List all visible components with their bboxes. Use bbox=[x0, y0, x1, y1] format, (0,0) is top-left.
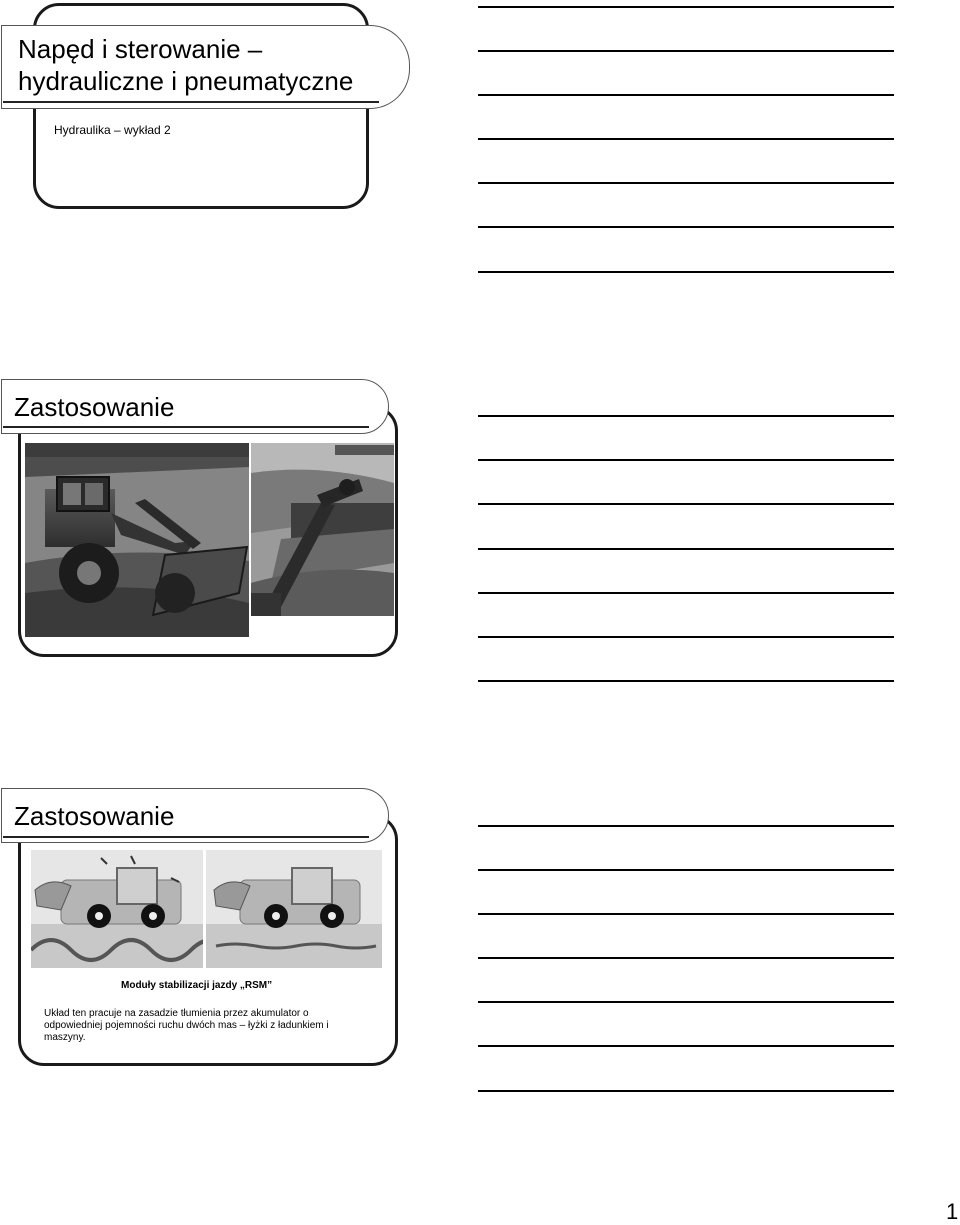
slide-1-title-rule bbox=[3, 101, 379, 103]
note-line bbox=[478, 226, 894, 228]
note-line bbox=[478, 680, 894, 682]
slide-1-subtitle: Hydraulika – wykład 2 bbox=[54, 123, 171, 137]
note-line bbox=[478, 1001, 894, 1003]
note-line bbox=[478, 271, 894, 273]
rsm-caption: Moduły stabilizacji jazdy „RSM” bbox=[121, 980, 273, 991]
note-line bbox=[478, 913, 894, 915]
slide-3-title: Zastosowanie bbox=[14, 801, 175, 831]
note-line bbox=[478, 592, 894, 594]
note-line bbox=[478, 6, 894, 8]
note-line bbox=[478, 825, 894, 827]
note-line bbox=[478, 1090, 894, 1092]
note-line bbox=[478, 636, 894, 638]
note-line bbox=[478, 415, 894, 417]
note-line bbox=[478, 548, 894, 550]
note-line bbox=[478, 182, 894, 184]
note-line bbox=[478, 869, 894, 871]
note-line bbox=[478, 957, 894, 959]
rsm-diagram-with bbox=[206, 850, 382, 968]
page-number: 1 bbox=[946, 1199, 959, 1224]
backhoe-photo bbox=[251, 443, 394, 616]
rsm-diagram-without bbox=[31, 850, 203, 968]
note-line bbox=[478, 1045, 894, 1047]
slide-1-title-line2: hydrauliczne i pneumatyczne bbox=[18, 66, 354, 96]
slide-2-title: Zastosowanie bbox=[14, 392, 175, 422]
loader-photo bbox=[25, 443, 249, 637]
rsm-description: Układ ten pracuje na zasadzie tłumienia przez akumulator o odpowiedniej pojemności ruchu dwóch mas – łyżki z ładunkiem i maszyny. bbox=[44, 1008, 329, 1043]
note-line bbox=[478, 459, 894, 461]
slide-2-title-rule bbox=[3, 426, 369, 428]
note-line bbox=[478, 50, 894, 52]
slide-1-title-line1: Napęd i sterowanie – bbox=[18, 34, 263, 64]
note-line bbox=[478, 503, 894, 505]
note-line bbox=[478, 94, 894, 96]
slide-3-title-rule bbox=[3, 836, 369, 838]
note-line bbox=[478, 138, 894, 140]
